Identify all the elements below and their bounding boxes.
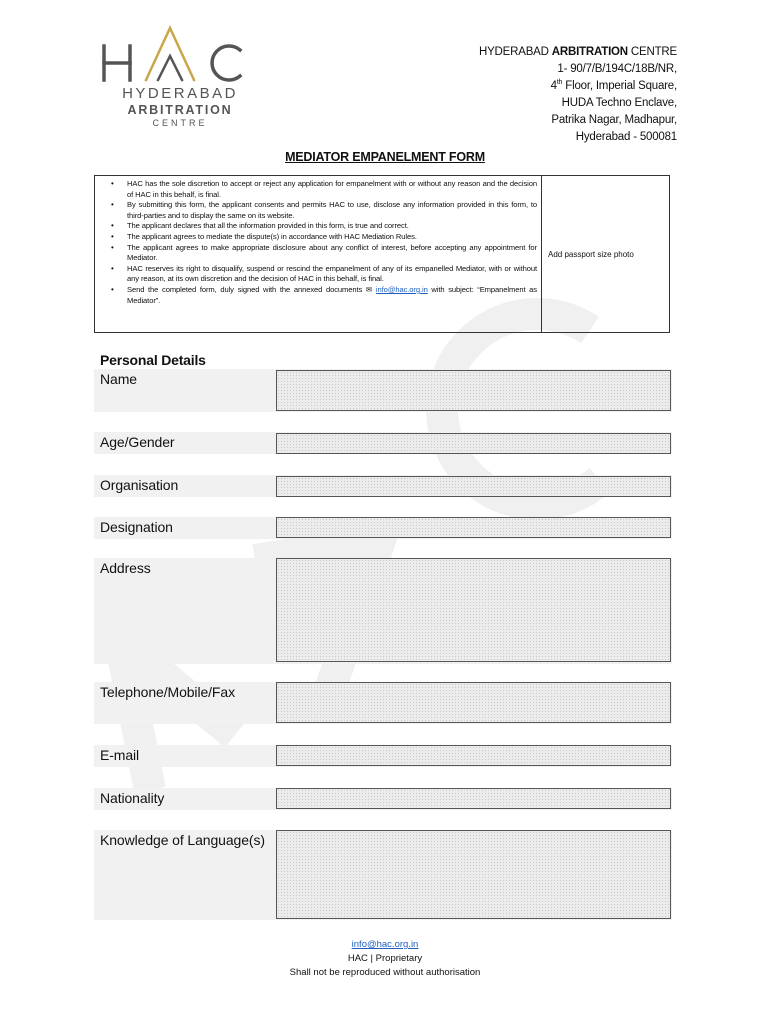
field-label-email: E-mail	[100, 747, 140, 763]
address-line2: 1- 90/7/B/194C/18B/NR,	[557, 63, 677, 75]
instructions-list-cell	[95, 176, 542, 332]
footer-email-link[interactable]: info@hac.org.in	[351, 939, 419, 950]
field-row-email	[94, 745, 672, 767]
field-label-telephone: Telephone/Mobile/Fax	[100, 684, 235, 700]
logo-line1: HYDERABAD	[122, 85, 238, 102]
instruction-item: • The applicant agrees to make appropriate disclosure about any conflict of interest, before accepting any appointment for Mediator.	[111, 243, 537, 264]
instruction-item-submit: • Send the completed form, duly signed with the annexed documents ✉ info@hac.org.in with subject: “Empanelment as Mediator”.	[111, 285, 537, 306]
form-title: MEDIATOR EMPANELMENT FORM	[285, 150, 485, 164]
field-label-address: Address	[100, 560, 151, 576]
field-row-address	[94, 558, 672, 664]
field-row-designation	[94, 517, 672, 539]
field-row-nationality	[94, 788, 672, 810]
instruction-item: • The applicant agrees to mediate the dispute(s) in accordance with HAC Mediation Rules.	[111, 232, 537, 243]
field-label-nationality: Nationality	[100, 790, 165, 806]
footer-notice: Shall not be reproduced without authorisation	[289, 967, 481, 978]
address-line5: Patrika Nagar, Madhapur,	[551, 114, 677, 126]
address-line6: Hyderabad - 500081	[575, 131, 677, 143]
centre-address	[479, 44, 677, 146]
page-footer	[0, 938, 770, 980]
instruction-item: • By submitting this form, the applicant consents and permits HAC to use, disclose any information provided in this form, to third-parties and to display the same on its website.	[111, 200, 537, 221]
field-label-languages: Knowledge of Language(s)	[100, 832, 265, 848]
address-line4: HUDA Techno Enclave,	[561, 97, 677, 109]
languages-field[interactable]	[276, 830, 671, 919]
field-row-age-gender	[94, 432, 672, 454]
passport-photo-label: Add passport size photo	[548, 249, 634, 259]
hac-logo-mark	[104, 28, 240, 80]
address-field[interactable]	[276, 558, 671, 662]
organisation-field[interactable]	[276, 476, 671, 497]
field-label-organisation: Organisation	[100, 477, 179, 493]
section-title-personal-details: Personal Details	[100, 352, 206, 368]
email-field[interactable]	[276, 745, 671, 766]
passport-photo-cell[interactable]	[542, 176, 669, 332]
hac-logo	[100, 24, 260, 134]
nationality-field[interactable]	[276, 788, 671, 809]
submit-email-link[interactable]: info@hac.org.in	[375, 284, 428, 294]
age-gender-field[interactable]	[276, 433, 671, 454]
designation-field[interactable]	[276, 517, 671, 538]
address-floor: 4th Floor, Imperial Square,	[550, 79, 677, 92]
field-row-languages	[94, 830, 672, 920]
field-label-age-gender: Age/Gender	[100, 434, 175, 450]
field-row-telephone	[94, 682, 672, 724]
telephone-field[interactable]	[276, 682, 671, 723]
field-row-name	[94, 369, 672, 412]
instructions-table	[94, 175, 670, 333]
footer-proprietary: HAC | Proprietary	[347, 953, 423, 964]
field-label-designation: Designation	[100, 519, 173, 535]
address-org: HYDERABAD ARBITRATION CENTRE	[478, 46, 677, 58]
field-label-name: Name	[100, 371, 137, 387]
logo-line2: ARBITRATION	[127, 103, 233, 117]
instruction-item: • The applicant declares that all the information provided in this form, is true and correct.	[111, 221, 537, 232]
field-row-organisation	[94, 475, 672, 497]
instructions-list	[111, 179, 537, 306]
name-field[interactable]	[276, 370, 671, 411]
logo-line3: CENTRE	[152, 118, 208, 128]
instruction-item: • HAC reserves its right to disqualify, suspend or rescind the empanelment of any of its empanelled Mediator, with or without any reason, at its own discretion and the decision of HAC in this behalf, is final.	[111, 264, 537, 285]
instruction-item: • HAC has the sole discretion to accept or reject any application for empanelment with or without any reason and the decision of HAC in this behalf, is final.	[111, 179, 537, 200]
